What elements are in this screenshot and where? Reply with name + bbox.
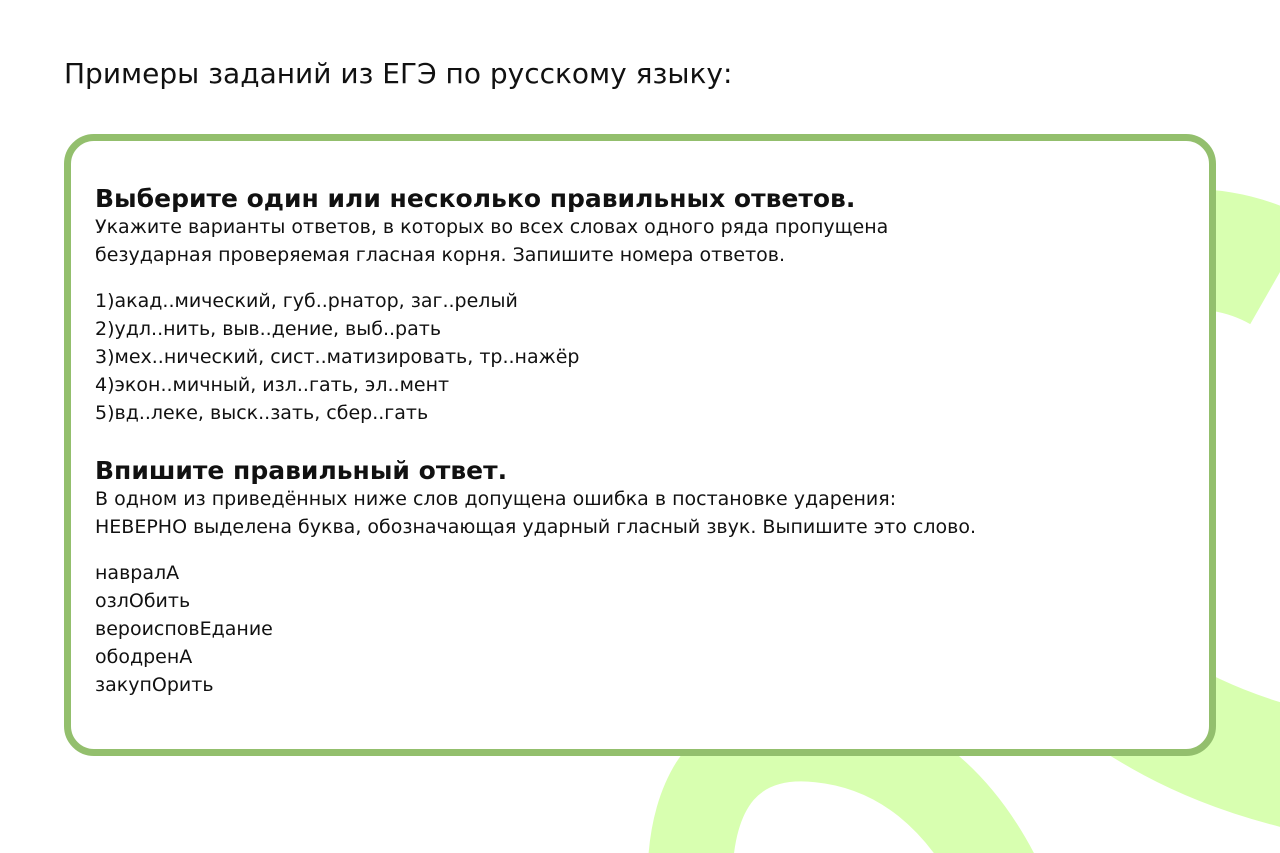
task2-word-5: закупОрить [95, 674, 214, 696]
task1-option-1: 1)акад..мический, губ..рнатор, заг..релый [95, 290, 518, 312]
tasks-card [64, 134, 1216, 756]
task2-words-list [95, 559, 1185, 699]
task2-word-2: озлОбить [95, 590, 191, 612]
task2-word-3: вероисповЕдание [95, 618, 273, 640]
task-multiple-choice [95, 185, 1185, 427]
task2-instruction-line1: В одном из приведённых ниже слов допущена ошибка в постановке ударения: [95, 488, 897, 510]
task1-option-2: 2)удл..нить, выв..дение, выб..рать [95, 318, 442, 340]
task1-instruction-line2: безударная проверяемая гласная корня. Запишите номера ответов. [95, 244, 786, 266]
task-stress-placement [95, 457, 1185, 699]
decorative-swirl-arc [690, 739, 1000, 853]
task2-instruction-line2: НЕВЕРНО выделена буква, обозначающая ударный гласный звук. Выпишите это слово. [95, 516, 976, 538]
task2-word-4: ободренА [95, 646, 193, 668]
task2-title: Впишите правильный ответ. [95, 456, 508, 485]
page-title: Примеры заданий из ЕГЭ по русскому языку: [64, 57, 733, 90]
task1-options-list [95, 287, 1185, 427]
task1-option-5: 5)вд..леке, выск..зать, сбер..гать [95, 402, 429, 424]
task1-title: Выберите один или несколько правильных ответов. [95, 184, 856, 213]
task1-option-3: 3)мех..нический, сист..матизировать, тр..нажёр [95, 346, 580, 368]
task2-word-1: навралА [95, 562, 180, 584]
task1-option-4: 4)экон..мичный, изл..гать, эл..мент [95, 374, 450, 396]
task1-instruction-line1: Укажите варианты ответов, в которых во всех словах одного ряда пропущена [95, 216, 889, 238]
